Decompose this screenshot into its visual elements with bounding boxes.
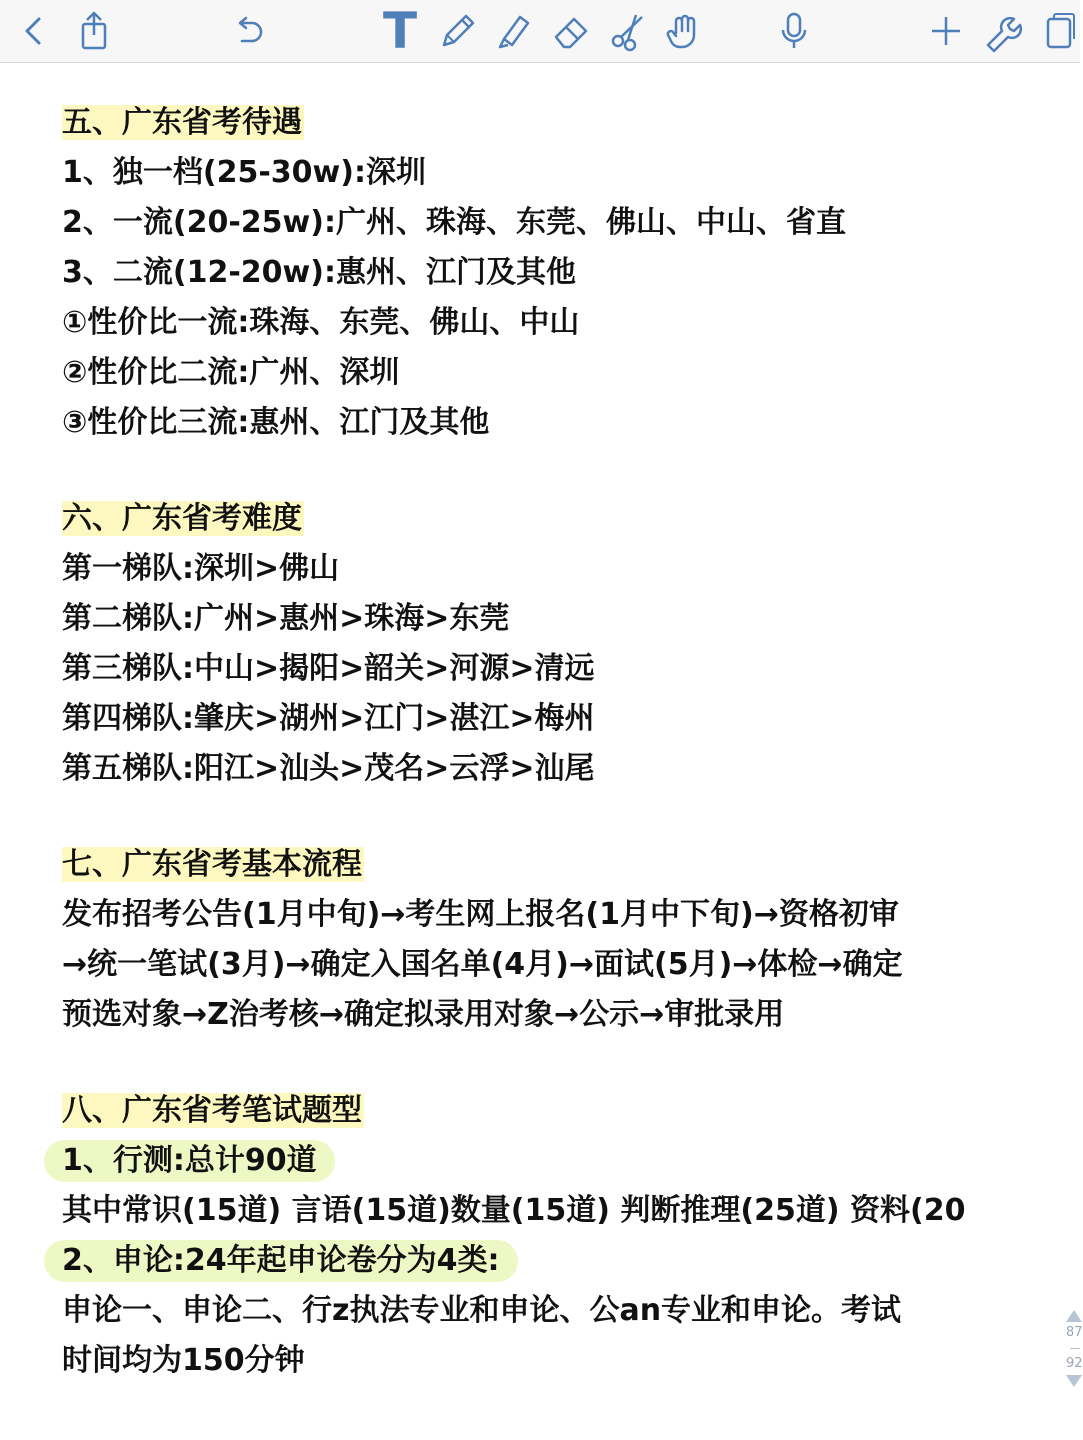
microphone-icon[interactable] <box>770 6 818 56</box>
note-document <box>62 98 1052 1432</box>
section-heading: 八、广东省考笔试题型 <box>62 1093 362 1128</box>
page-indicator[interactable] <box>1066 1310 1083 1410</box>
text-line: 1、独一档(25-30w):深圳 <box>62 155 426 190</box>
subheading: 2、申论:24年起申论卷分为4类: <box>62 1236 1052 1286</box>
text-line: 第四梯队:肇庆>湖州>江门>湛江>梅州 <box>62 701 595 736</box>
back-chevron-icon[interactable] <box>10 6 58 56</box>
share-icon[interactable] <box>70 6 118 56</box>
pen-icon[interactable] <box>434 6 482 56</box>
text-line: 第五梯队:阳江>汕头>茂名>云浮>汕尾 <box>62 751 595 786</box>
add-icon[interactable] <box>922 6 970 56</box>
text-line: ②性价比二流:广州、深圳 <box>62 355 400 390</box>
subheading: 1、行测:总计90道 <box>62 1136 1052 1186</box>
text-line: 2、一流(20-25w):广州、珠海、东莞、佛山、中山、省直 <box>62 205 846 240</box>
current-page-number: 87 <box>1066 1325 1083 1340</box>
text-line: 预选对象→Z治考核→确定拟录用对象→公示→审批录用 <box>62 997 785 1032</box>
text-line: 时间均为150分钟 <box>62 1343 305 1378</box>
page-up-icon[interactable] <box>1066 1310 1082 1322</box>
eraser-icon[interactable] <box>548 6 596 56</box>
text-line: 发布招考公告(1月中旬)→考生网上报名(1月中下旬)→资格初审 <box>62 897 899 932</box>
text-line: 第三梯队:中山>揭阳>韶关>河源>清远 <box>62 651 595 686</box>
text-line: 其中常识(15道) 言语(15道)数量(15道) 判断推理(25道) 资料(20 <box>62 1193 966 1228</box>
wrench-icon[interactable] <box>978 6 1026 56</box>
section-difficulty <box>62 494 1052 794</box>
total-page-number: 92 <box>1066 1356 1083 1371</box>
text-line: ①性价比一流:珠海、东莞、佛山、中山 <box>62 305 580 340</box>
section-heading: 六、广东省考难度 <box>62 501 302 536</box>
page-divider <box>1070 1348 1080 1349</box>
section-treatment <box>62 98 1052 448</box>
text-line: →统一笔试(3月)→确定入国名单(4月)→面试(5月)→体检→确定 <box>62 947 903 982</box>
scissors-icon[interactable] <box>604 6 652 56</box>
highlighter-icon[interactable] <box>490 6 538 56</box>
page-down-icon[interactable] <box>1066 1375 1082 1387</box>
pages-icon[interactable] <box>1034 6 1082 56</box>
text-line: ③性价比三流:惠州、江门及其他 <box>62 405 490 440</box>
text-line: 3、二流(12-20w):惠州、江门及其他 <box>62 255 576 290</box>
text-line: 第一梯队:深圳>佛山 <box>62 551 340 586</box>
text-line: 第二梯队:广州>惠州>珠海>东莞 <box>62 601 510 636</box>
text-line: 申论一、申论二、行z执法专业和申论、公an专业和申论。考试 <box>62 1293 902 1328</box>
hand-icon[interactable] <box>660 6 708 56</box>
section-heading: 五、广东省考待遇 <box>62 105 302 140</box>
undo-icon[interactable] <box>224 6 272 56</box>
text-tool-icon[interactable] <box>376 2 424 60</box>
toolbar <box>0 0 1080 63</box>
section-exam-types <box>62 1086 1052 1386</box>
section-process <box>62 840 1052 1040</box>
section-heading: 七、广东省考基本流程 <box>62 847 362 882</box>
text-tool-label: T <box>382 2 418 60</box>
